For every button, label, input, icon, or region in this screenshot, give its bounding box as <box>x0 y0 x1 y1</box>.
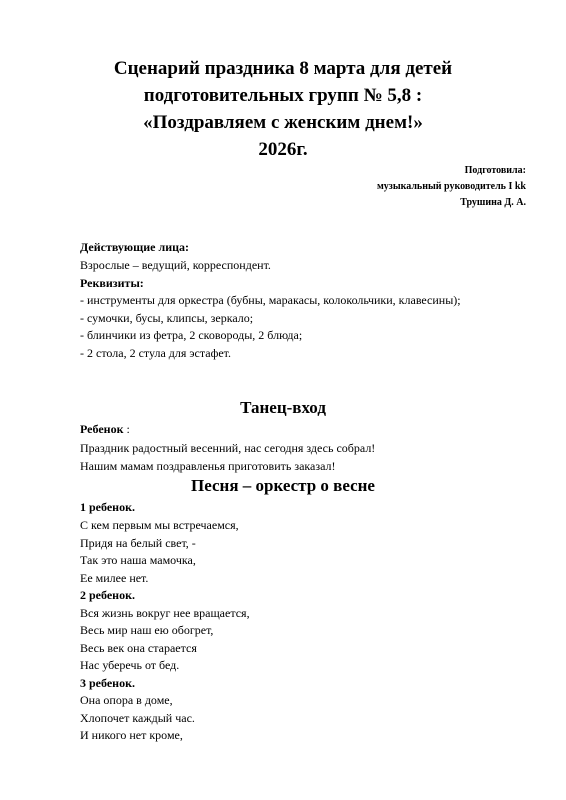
title-line-3: «Поздравляем с женским днем!» <box>143 112 423 133</box>
characters-text: Взрослые – ведущий, корреспондент. <box>80 258 271 272</box>
verse-line: Она опора в доме, <box>80 693 173 707</box>
song-heading: Песня – оркестр о весне <box>191 476 375 495</box>
verse-line: Нашим мамам поздравленья приготовить заказал! <box>80 459 336 473</box>
title-line-2: подготовительных групп № 5,8 : <box>143 85 423 106</box>
title-line-4: 2026г. <box>258 139 308 160</box>
title-line-1: Сценарий праздника 8 марта для детей <box>113 58 453 79</box>
verse-line: Хлопочет каждый час. <box>80 711 195 725</box>
prepared-by-role: музыкальный руководитель I kk <box>376 181 526 192</box>
props-item: - блинчики из фетра, 2 сковороды, 2 блюда; <box>80 328 303 342</box>
props-item: - сумочки, бусы, клипсы, зеркало; <box>80 311 254 325</box>
dance-heading: Танец-вход <box>240 398 326 417</box>
verse-line: Весь век она старается <box>80 641 197 655</box>
dance-speaker: Ребенок <box>80 422 124 436</box>
props-heading: Реквизиты: <box>80 276 144 290</box>
verse-line: Придя на белый свет, - <box>80 536 196 550</box>
verse-line: Так это наша мамочка, <box>80 553 196 567</box>
child-1-label: 1 ребенок. <box>80 500 135 514</box>
child-3-label: 3 ребенок. <box>80 676 135 690</box>
prepared-by-label: Подготовила: <box>464 165 526 176</box>
props-item: - 2 стола, 2 стула для эстафет. <box>80 346 232 360</box>
verse-line: Вся жизнь вокруг нее вращается, <box>80 606 250 620</box>
prepared-by-name: Трушина Д. А. <box>460 197 526 208</box>
dance-speaker-line <box>80 421 130 437</box>
dance-speaker-suffix: : <box>123 422 130 436</box>
verse-line: Весь мир наш ею обогрет, <box>80 623 214 637</box>
verse-line: С кем первым мы встречаемся, <box>80 518 239 532</box>
verse-line: Ее милее нет. <box>80 571 149 585</box>
child-2-label: 2 ребенок. <box>80 588 135 602</box>
verse-line: И никого нет кроме, <box>80 728 183 742</box>
verse-line: Нас уберечь от бед. <box>80 658 180 672</box>
props-item: - инструменты для оркестра (бубны, маракасы, колокольчики, клавесины); <box>80 293 461 307</box>
characters-heading: Действующие лица: <box>80 240 190 254</box>
verse-line: Праздник радостный весенний, нас сегодня здесь собрал! <box>80 441 376 455</box>
